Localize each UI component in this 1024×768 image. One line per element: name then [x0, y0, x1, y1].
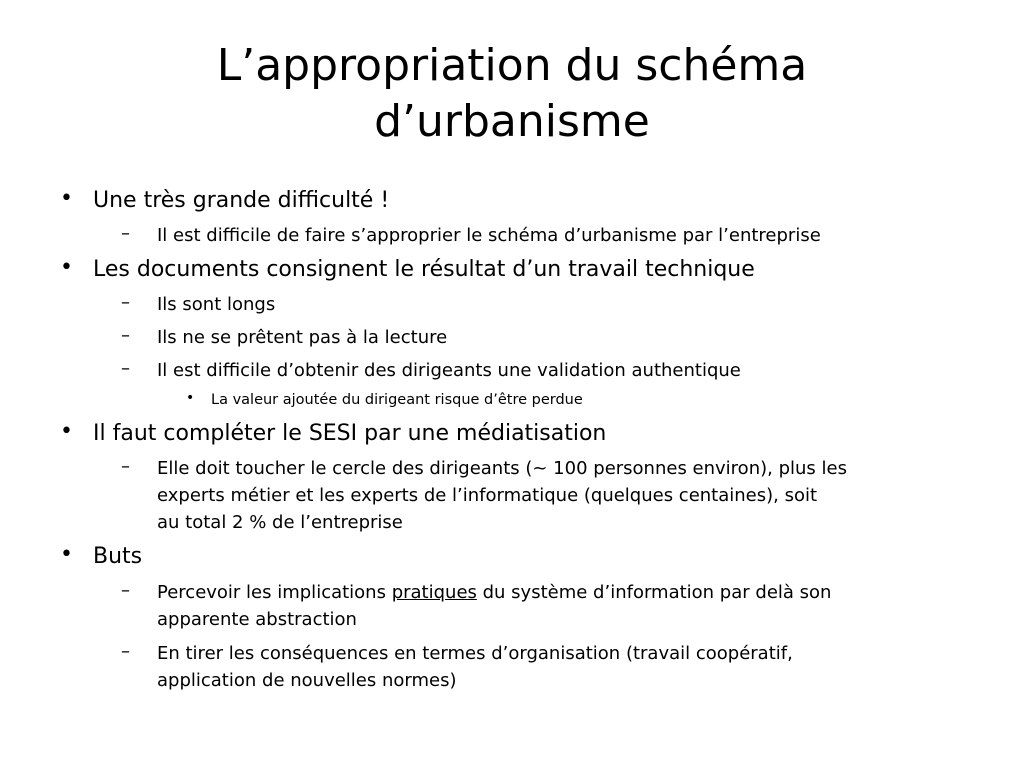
bullet-marker: •: [60, 186, 73, 211]
sub-bullet-line: apparente abstraction: [157, 609, 357, 630]
bullet-text: Les documents consignent le résultat d’un travail technique: [93, 257, 755, 282]
text-run: du système d’information par delà son: [476, 582, 832, 603]
dash-marker: –: [121, 358, 130, 379]
bullet-marker: •: [60, 255, 73, 280]
dash-marker: –: [121, 580, 130, 601]
sub-bullet-line: application de nouvelles normes): [157, 670, 457, 691]
bullet-text: Il faut compléter le SESI par une médiatisation: [93, 421, 607, 446]
sub-bullet-text: Ils sont longs: [157, 294, 276, 315]
sub-bullet-line: [157, 579, 977, 606]
title-line-1: L’appropriation du schéma: [216, 40, 808, 91]
sub-bullet-text: [157, 579, 977, 633]
sub-bullet-text: [157, 455, 977, 536]
sub-bullet-line: En tirer les conséquences en termes d’organisation (travail coopératif,: [157, 643, 793, 664]
sub-bullet-text: Il est difficile d’obtenir des dirigeants une validation authentique: [157, 360, 741, 381]
sub-bullet-text: Ils ne se prêtent pas à la lecture: [157, 327, 448, 348]
text-run: Percevoir les implications: [157, 582, 392, 603]
bullet-marker: •: [60, 542, 73, 567]
title-line-2: d’urbanisme: [374, 96, 650, 147]
dash-marker: –: [121, 292, 130, 313]
dash-marker: –: [121, 641, 130, 662]
dash-marker: –: [121, 325, 130, 346]
bullet-text: Une très grande difficulté !: [93, 188, 390, 213]
dash-marker: –: [121, 456, 130, 477]
underlined-word: pratiques: [391, 582, 477, 603]
bullet-text: Buts: [93, 544, 143, 569]
sub-sub-bullet-text: La valeur ajoutée du dirigeant risque d’être perdue: [211, 392, 583, 408]
sub-bullet-line: experts métier et les experts de l’informatique (quelques centaines), soit: [157, 485, 818, 506]
bullet-marker: •: [60, 419, 73, 444]
bullet-marker: •: [186, 390, 195, 406]
sub-bullet-text: Il est difficile de faire s’approprier le schéma d’urbanisme par l’entreprise: [157, 225, 821, 246]
sub-bullet-line: au total 2 % de l’entreprise: [157, 512, 403, 533]
dash-marker: –: [121, 223, 130, 244]
sub-bullet-line: Elle doit toucher le cercle des dirigeants (~ 100 personnes environ), plus les: [157, 458, 847, 479]
sub-bullet-text: [157, 640, 977, 694]
